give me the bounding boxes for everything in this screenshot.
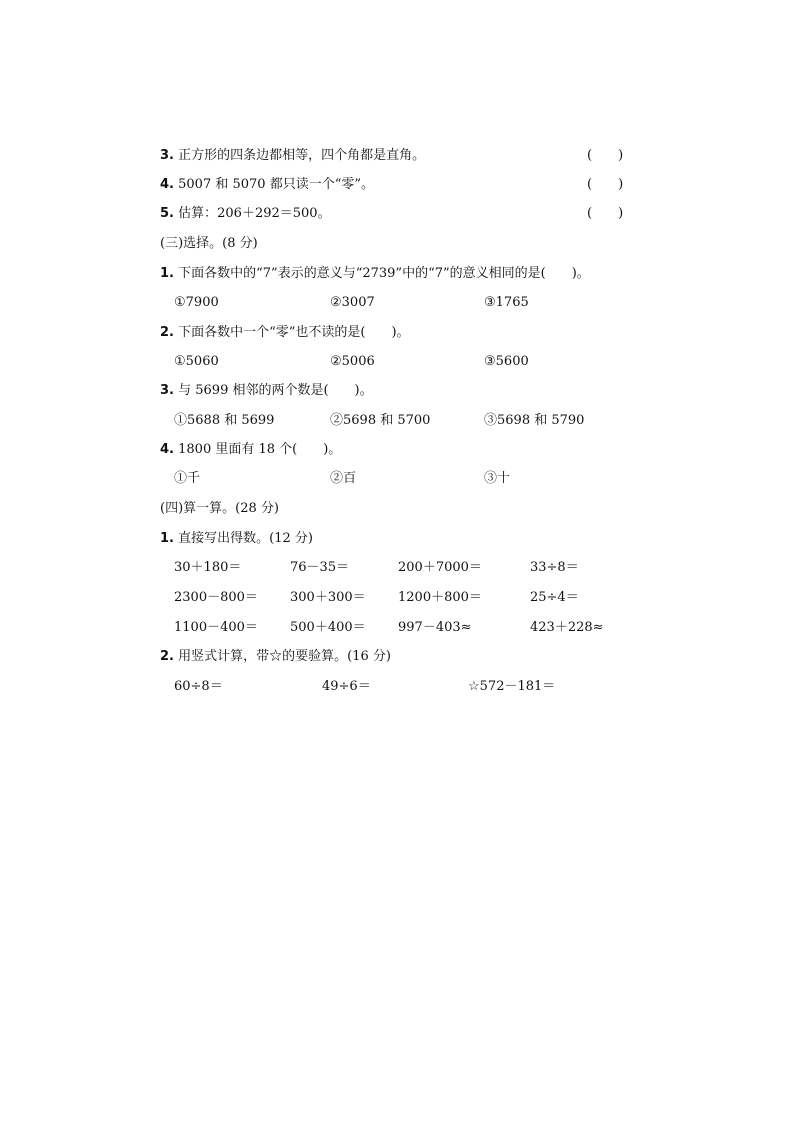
question-text: 5007 和 5070 都只读一个“零”。 xyxy=(178,177,374,192)
calc-item: 33÷8＝ xyxy=(530,560,579,575)
option-3[interactable]: ③1765 xyxy=(484,295,529,310)
calc-item: 423＋228≈ xyxy=(530,620,604,635)
choice-question-4 xyxy=(160,439,341,461)
option-1[interactable]: ①千 xyxy=(174,471,201,486)
option-2[interactable]: ②5698 和 5700 xyxy=(330,413,431,428)
option-2[interactable]: ②3007 xyxy=(330,295,375,310)
option-2[interactable]: ②百 xyxy=(330,471,357,486)
option-3[interactable]: ③十 xyxy=(484,471,511,486)
calc-item: 997－403≈ xyxy=(398,620,472,635)
section-heading-choice: (三)选择。(8 分) xyxy=(160,236,258,251)
calc-item: 30＋180＝ xyxy=(174,560,242,575)
question-number: 4. xyxy=(160,177,174,192)
question-text: 用竖式计算，带☆的要验算。(16 分) xyxy=(178,649,391,664)
option-1[interactable]: ①5060 xyxy=(174,354,219,369)
answer-blank[interactable]: ( ) xyxy=(587,206,624,221)
question-text: 与 5699 相邻的两个数是( )。 xyxy=(178,383,373,398)
question-text: 1800 里面有 18 个( )。 xyxy=(178,442,342,457)
option-3[interactable]: ③5698 和 5790 xyxy=(484,413,585,428)
calc-item: 76－35＝ xyxy=(290,560,350,575)
section-heading-calc: (四)算一算。(28 分) xyxy=(160,501,279,516)
judge-question-5 xyxy=(160,203,331,225)
option-1[interactable]: ①7900 xyxy=(174,295,219,310)
question-number: 3. xyxy=(160,383,174,398)
calc-item: 1200＋800＝ xyxy=(398,590,482,605)
question-text: 估算：206＋292＝500。 xyxy=(178,206,331,221)
judge-question-3 xyxy=(160,145,425,167)
calc-item: 1100－400＝ xyxy=(174,620,258,635)
answer-blank[interactable]: ( ) xyxy=(587,148,624,163)
question-number: 4. xyxy=(160,442,174,457)
vertical-calc-item: 49÷6＝ xyxy=(322,679,371,694)
option-2[interactable]: ②5006 xyxy=(330,354,375,369)
vertical-calc-item: 60÷8＝ xyxy=(174,679,223,694)
calc-item: 25÷4＝ xyxy=(530,590,579,605)
option-1[interactable]: ①5688 和 5699 xyxy=(174,413,275,428)
calc-item: 2300－800＝ xyxy=(174,590,258,605)
calc-item: 300＋300＝ xyxy=(290,590,366,605)
question-text: 直接写出得数。(12 分) xyxy=(178,531,313,546)
question-number: 2. xyxy=(160,649,174,664)
choice-question-1 xyxy=(160,263,590,285)
option-3[interactable]: ③5600 xyxy=(484,354,529,369)
question-text: 下面各数中的“7”表示的意义与“2739”中的“7”的意义相同的是( )。 xyxy=(178,266,590,281)
question-number: 5. xyxy=(160,206,174,221)
calc-question-1 xyxy=(160,528,313,550)
choice-question-3 xyxy=(160,380,373,402)
vertical-calc-item: ☆572－181＝ xyxy=(468,679,556,694)
answer-blank[interactable]: ( ) xyxy=(587,177,624,192)
calc-item: 500＋400＝ xyxy=(290,620,366,635)
question-number: 3. xyxy=(160,148,174,163)
calc-question-2 xyxy=(160,646,391,668)
calc-item: 200＋7000＝ xyxy=(398,560,482,575)
question-number: 2. xyxy=(160,325,174,340)
judge-question-4 xyxy=(160,174,374,196)
question-number: 1. xyxy=(160,266,174,281)
question-text: 正方形的四条边都相等，四个角都是直角。 xyxy=(178,148,426,163)
question-number: 1. xyxy=(160,531,174,546)
choice-question-2 xyxy=(160,322,410,344)
question-text: 下面各数中一个“零”也不读的是( )。 xyxy=(178,325,410,340)
